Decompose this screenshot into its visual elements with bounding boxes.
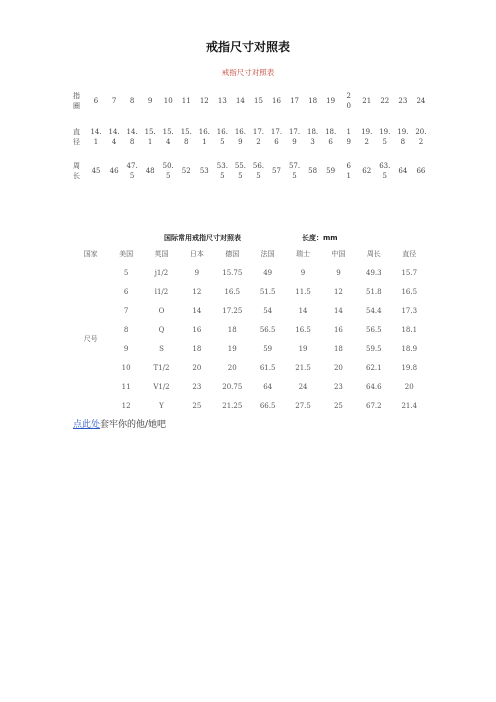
size-cell: 9: [147, 97, 153, 105]
column-header: 德国: [225, 249, 240, 258]
column-header: 中国: [331, 249, 346, 258]
table-cell: 16.5: [401, 287, 418, 296]
table-cell: 18: [333, 344, 343, 353]
table-cell: 18.1: [401, 325, 418, 334]
size-cell: 56. 5: [252, 162, 265, 180]
table-row: [73, 301, 427, 320]
table-cell: 17.25: [222, 306, 243, 315]
table-cell: 20: [333, 363, 343, 372]
table-cell: 11: [121, 382, 131, 391]
size-cell: 16. 1: [198, 128, 210, 146]
table-cell: 54.4: [366, 306, 382, 315]
table-cell: 19: [298, 344, 308, 353]
size-cell: 19. 2: [361, 128, 373, 146]
size-cell: 55. 5: [234, 162, 246, 180]
column-header: 日本: [189, 249, 204, 258]
size-cell: 14. 1: [90, 128, 102, 146]
table-cell: 18: [192, 344, 202, 353]
footer-line: [73, 417, 166, 430]
size-cell: 64: [398, 167, 408, 175]
size-cell: 47. 5: [126, 162, 138, 180]
table-cell: 20: [404, 382, 414, 391]
column-header: 美国: [119, 249, 134, 258]
size-row: [73, 120, 430, 154]
size-cell: 18. 3: [307, 128, 319, 146]
table-row: [73, 377, 427, 396]
table-cell: S: [159, 344, 164, 353]
table-row: [73, 263, 427, 282]
size-cell: 15. 1: [144, 128, 156, 146]
size-cell: 1 9: [346, 128, 351, 146]
table-cell: 19: [227, 344, 237, 353]
table-cell: 9: [194, 268, 200, 277]
table-cell: l1/2: [154, 287, 169, 296]
table-cell: 21.5: [295, 363, 311, 372]
table-cell: Q: [158, 325, 165, 334]
size-cell: 17. 2: [252, 128, 265, 146]
size-cell: 15: [253, 97, 263, 105]
size-cell: 66: [416, 167, 426, 175]
size-cell: 19. 5: [379, 128, 391, 146]
column-header: 法国: [260, 249, 275, 258]
table-cell: 61.5: [259, 363, 276, 372]
size-cell: 52: [181, 167, 191, 175]
size-cell: 10: [163, 97, 173, 105]
column-header: 英国: [154, 249, 169, 258]
column-header: 周长: [366, 249, 381, 258]
table-cell: 19.8: [401, 363, 418, 372]
size-cell: 62: [362, 167, 372, 175]
table-cell: 20: [192, 363, 202, 372]
size-cell: 12: [199, 97, 209, 105]
column-header: 国家: [83, 249, 98, 258]
table-cell: 11.5: [295, 287, 311, 296]
table-cell: 10: [121, 363, 131, 372]
table-row: [73, 358, 427, 377]
table-cell: 20.75: [222, 382, 243, 391]
table-row: [73, 282, 427, 301]
table-cell: 16.5: [224, 287, 241, 296]
size-table-title: 戒指尺寸对照表: [221, 68, 275, 77]
footer-text: 套牢你的他/她吧: [100, 420, 167, 430]
size-cell: 6: [93, 97, 99, 105]
size-cell: 6 1: [346, 162, 351, 180]
table-cell: 27.5: [295, 401, 311, 410]
size-cell: 24: [416, 97, 426, 105]
click-here-link[interactable]: 点此处: [73, 420, 101, 430]
row-label: 直 径: [73, 128, 80, 146]
size-cell: 16. 5: [216, 128, 228, 146]
table-cell: 66.5: [259, 401, 276, 410]
size-cell: 16: [272, 97, 281, 105]
size-cell: 14. 8: [126, 128, 138, 146]
table-cell: 51.5: [259, 287, 276, 296]
ring-size-table: [73, 82, 430, 188]
table-cell: 12: [333, 287, 343, 296]
table-row: [73, 339, 427, 358]
column-header: 直径: [402, 249, 417, 258]
size-cell: 57: [272, 167, 281, 175]
side-label: 尺号: [83, 335, 98, 343]
table-cell: Y: [159, 401, 164, 410]
size-cell: 18: [308, 97, 318, 105]
table-cell: 23: [192, 382, 202, 391]
table-cell: 64.6: [366, 382, 382, 391]
table-cell: 12: [192, 287, 202, 296]
table-cell: 16.5: [295, 325, 311, 334]
table-cell: 21.4: [401, 401, 418, 410]
size-cell: 22: [380, 97, 390, 105]
column-header: 瑞士: [296, 249, 311, 258]
table-cell: 9: [300, 268, 306, 277]
table-cell: 18: [227, 325, 237, 334]
table-cell: 20: [227, 363, 237, 372]
table-cell: 49: [263, 268, 273, 277]
size-cell: 19. 8: [397, 128, 409, 146]
table-cell: 16: [192, 325, 202, 334]
table-cell: 8: [123, 325, 129, 334]
size-cell: 53: [199, 167, 209, 175]
table-cell: 59: [263, 344, 273, 353]
size-cell: 20. 2: [415, 128, 427, 146]
table-cell: 9: [336, 268, 341, 277]
size-cell: 17. 9: [288, 128, 301, 146]
table-cell: 25: [192, 401, 202, 410]
size-cell: 18. 6: [325, 128, 337, 146]
size-cell: 15. 4: [162, 128, 174, 146]
table-cell: 6: [123, 287, 129, 296]
table-cell: 56.5: [366, 325, 382, 334]
size-cell: 45: [91, 167, 101, 175]
size-cell: 19: [326, 97, 336, 105]
size-row: [73, 154, 430, 188]
size-cell: 58: [308, 167, 318, 175]
table-cell: 14: [333, 306, 343, 315]
size-cell: 23: [398, 97, 408, 105]
table-row: [73, 396, 427, 415]
table-cell: 24: [298, 382, 308, 391]
intl-table-title: 国际常用戒指尺寸对照表: [164, 234, 241, 242]
table-cell: 15.7: [401, 268, 418, 277]
table-cell: 67.2: [366, 401, 382, 410]
row-label: 指 圈: [73, 92, 80, 110]
table-cell: 17.3: [401, 306, 418, 315]
unit-label: 长度：mm: [302, 234, 338, 242]
size-cell: 14: [235, 97, 245, 105]
table-cell: 16: [333, 325, 343, 334]
size-cell: 50. 5: [162, 162, 174, 180]
page-title: 戒指尺寸对照表: [205, 40, 290, 54]
size-cell: 8: [129, 97, 135, 105]
table-cell: j1/2: [154, 268, 169, 277]
size-cell: 63. 5: [379, 162, 391, 180]
size-cell: 17: [290, 97, 299, 105]
size-cell: 7: [111, 97, 117, 105]
table-cell: 9: [123, 344, 129, 353]
size-cell: 13: [217, 97, 227, 105]
size-cell: 15. 8: [180, 128, 192, 146]
size-cell: 53. 5: [216, 162, 228, 180]
size-cell: 59: [326, 167, 336, 175]
table-cell: 23: [333, 382, 343, 391]
size-cell: 57. 5: [288, 162, 301, 180]
table-cell: 21.25: [222, 401, 243, 410]
table-cell: 56.5: [259, 325, 276, 334]
table-cell: 64: [263, 382, 273, 391]
table-cell: T1/2: [153, 363, 170, 372]
size-cell: 14. 4: [108, 128, 120, 146]
size-cell: 48: [145, 167, 155, 175]
size-cell: 21: [362, 97, 372, 105]
table-cell: 7: [123, 306, 129, 315]
size-cell: 17. 6: [270, 128, 283, 146]
table-cell: 59.5: [366, 344, 382, 353]
intl-size-table: [73, 244, 427, 415]
table-cell: O: [158, 306, 165, 315]
table-cell: 25: [333, 401, 343, 410]
table-cell: 54: [263, 306, 273, 315]
table-cell: 14: [192, 306, 202, 315]
size-cell: 2 0: [346, 92, 351, 110]
table-cell: 51.8: [366, 287, 382, 296]
table-cell: 18.9: [401, 344, 418, 353]
table-cell: 62.1: [366, 363, 382, 372]
table-cell: 15.75: [222, 268, 243, 277]
size-cell: 11: [181, 97, 191, 105]
table-cell: V1/2: [153, 382, 170, 391]
table-row: [73, 320, 427, 339]
table-cell: 5: [123, 268, 129, 277]
size-row: [73, 82, 430, 120]
size-cell: 16. 9: [234, 128, 246, 146]
row-label: 周 长: [73, 162, 80, 180]
size-cell: 46: [109, 167, 119, 175]
table-cell: 49.3: [366, 268, 382, 277]
table-cell: 14: [298, 306, 308, 315]
table-cell: 12: [121, 401, 131, 410]
